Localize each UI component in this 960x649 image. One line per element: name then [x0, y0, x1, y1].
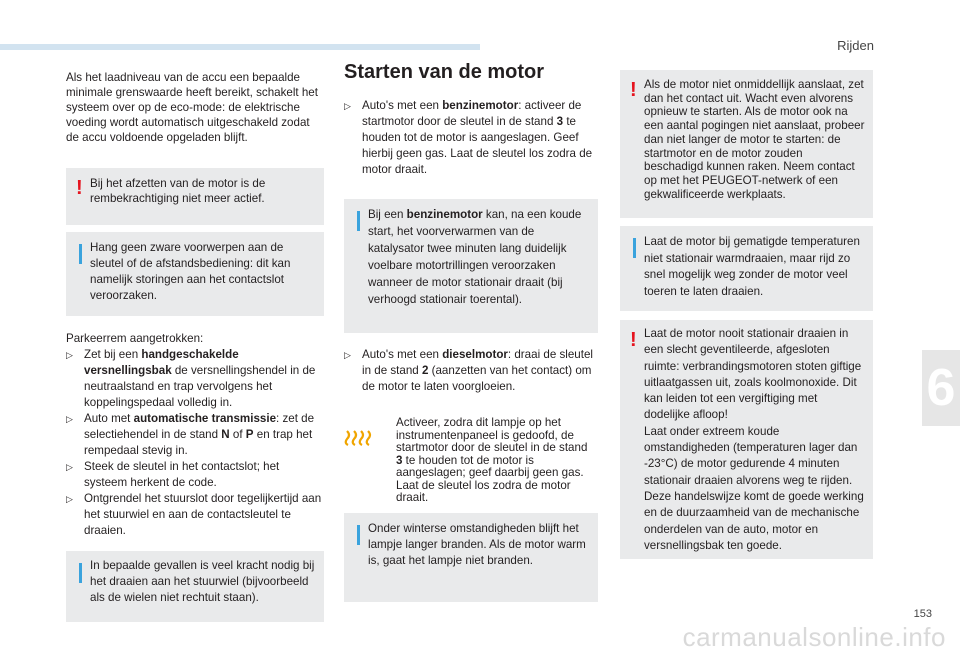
info-icon	[357, 211, 360, 231]
info-box	[66, 232, 324, 316]
warning-text: Bij het afzetten van de motor is de rembekrachtiging niet meer actief.	[90, 177, 266, 205]
text: Auto's met een	[362, 348, 443, 361]
bullet-icon: ▷	[344, 101, 351, 111]
text: kan, na een koude start, het voorverwarmen van de katalysator twee minuten lang duidelijk voelbare motortrillingen veroorzaken wanneer de motor stationair draait (bij verhoogd stationair toerental).	[368, 208, 582, 306]
warning-text: Laat de motor nooit stationair draaien in een slecht geventileerde, afgesloten ruimte: verbrandingsmotoren stoten giftige uitlaatgassen uit, zoals koolmonoxide. Dit kan leiden tot een vergiftiging met dodelijke afloop!	[644, 327, 862, 422]
warning-box	[620, 70, 873, 218]
column-3	[620, 70, 873, 559]
section-title: Starten van de motor	[344, 61, 545, 83]
list-item	[66, 347, 324, 411]
info-box	[344, 199, 598, 333]
list-item	[344, 347, 598, 395]
text: te houden tot de motor is aangeslagen; geef daarbij geen gas. Laat de sleutel los zodra de motor draait.	[396, 453, 584, 504]
text: Zet bij een	[84, 348, 142, 361]
warning-text: Laat onder extreem koude omstandigheden (temperaturen lager dan -23°C) de motor gedurende 4 minuten stationair draaien alvorens weg te rijden.	[644, 424, 858, 487]
intro-paragraph: Als het laadniveau van de accu een bepaalde minimale grenswaarde heeft bereikt, schakelt het systeem over op de eco-mode: de elektrische voeding wordt automatisch uitgeschakeld zodat de accu voldoende opgeladen blijft.	[66, 71, 318, 144]
text: : activeer de startmotor door de sleutel in de stand	[362, 99, 582, 128]
text-bold: dieselmotor	[442, 348, 508, 361]
warning-text: Deze handelswijze komt de goede werking en de duurzaamheid van de mechanische onderdelen van de auto, motor en versnellingsbak ten goede.	[644, 489, 864, 552]
list-item	[66, 411, 324, 459]
chapter-title: Rijden	[837, 38, 874, 53]
list-item	[66, 459, 324, 491]
text: Steek de sleutel in het contactslot; het systeem herkent de code.	[84, 460, 280, 489]
text: (aanzetten van het contact) om de motor te laten voorgloeien.	[362, 364, 592, 393]
bullet-icon: ▷	[66, 350, 73, 360]
text: de versnellingshendel in de neutraalstand en trap vervolgens het koppelingspedaal volledig in.	[84, 364, 316, 409]
header-accent-bar	[0, 44, 480, 50]
text: Activeer, zodra dit lampje op het instrumentenpaneel is gedoofd, de startmotor door de sleutel in de stand	[396, 416, 588, 454]
watermark: carmanualsonline.info	[682, 622, 946, 649]
warning-box	[66, 168, 324, 225]
parking-title: Parkeerrem aangetrokken:	[66, 332, 204, 345]
info-icon	[79, 563, 82, 583]
text-bold: 3	[556, 115, 564, 128]
info-icon	[357, 525, 360, 545]
warning-box	[620, 320, 873, 559]
column-1	[66, 70, 324, 622]
parking-instructions	[66, 331, 324, 539]
bullet-icon: ▷	[344, 350, 351, 360]
text: of	[229, 428, 246, 441]
warning-icon: !	[630, 329, 637, 351]
preheat-glow-plug-icon	[344, 417, 396, 505]
page-number: 153	[913, 608, 932, 620]
text: : zet de selectiehendel in de stand	[84, 412, 315, 441]
info-icon	[633, 238, 636, 258]
chapter-tab	[922, 350, 960, 426]
list-item	[66, 491, 324, 539]
text-bold: benzinemotor	[406, 208, 483, 221]
info-text: In bepaalde gevallen is veel kracht nodig bij het draaien aan het stuurwiel (bijvoorbeeld als de wielen niet rechtuit staan).	[90, 559, 315, 604]
warning-icon: !	[630, 79, 637, 101]
warning-icon: !	[76, 177, 83, 199]
info-icon	[79, 244, 82, 264]
info-box	[344, 513, 598, 602]
bullet-icon: ▷	[66, 494, 73, 504]
warning-text: Als de motor niet onmiddellijk aanslaat, zet dan het contact uit. Wacht even alvorens opnieuw te starten. Als de motor ook na een aantal pogingen niet aanslaat, probeer dan niet langer de motor te starten: de startmotor en de motor zouden beschadigd kunnen raken. Neem contact op met het PEUGEOT-netwerk of een gekwalificeerde werkplaats.	[644, 78, 865, 201]
column-2	[344, 60, 598, 602]
text-bold: handgeschakelde versnellingsbak	[84, 348, 239, 377]
text: Auto's met een	[362, 99, 443, 112]
info-text: Onder winterse omstandigheden blijft het lampje langer branden. Als de motor warm is, gaat het lampje niet branden.	[368, 521, 586, 567]
info-box	[620, 226, 873, 311]
bullet-icon: ▷	[66, 414, 73, 424]
info-box	[66, 551, 324, 622]
text: te houden tot de motor is aangeslagen. Geef hierbij geen gas. Laat de sleutel los zodra de motor draait.	[362, 115, 593, 176]
text-bold: 2	[421, 364, 429, 377]
info-text: Hang geen zware voorwerpen aan de sleutel of de afstandsbediening: dit kan namelijk storingen aan het contactslot veroorzaken.	[90, 241, 291, 302]
preheat-instruction	[344, 417, 598, 505]
text: Auto met	[84, 412, 134, 425]
text-bold: automatische transmissie	[133, 412, 277, 425]
text: Bij een	[368, 208, 407, 221]
text-bold: 3	[396, 453, 403, 467]
bullet-icon: ▷	[66, 462, 73, 472]
text-bold: benzinemotor	[442, 99, 519, 112]
text-bold: N	[221, 428, 230, 441]
text: : draai de sleutel in de stand	[362, 348, 593, 377]
chapter-number: 6	[926, 359, 956, 417]
list-item	[344, 98, 598, 178]
text: en trap het rempedaal stevig in.	[84, 428, 313, 457]
info-text: Laat de motor bij gematigde temperaturen niet stationair warmdraaien, maar rijd zo snel mogelijk weg zonder de motor veel toeren te laten draaien.	[644, 235, 860, 298]
text-bold: P	[245, 428, 254, 441]
text: Ontgrendel het stuurslot door tegelijkertijd aan het stuurwiel en aan de contactsleutel te draaien.	[84, 492, 322, 537]
